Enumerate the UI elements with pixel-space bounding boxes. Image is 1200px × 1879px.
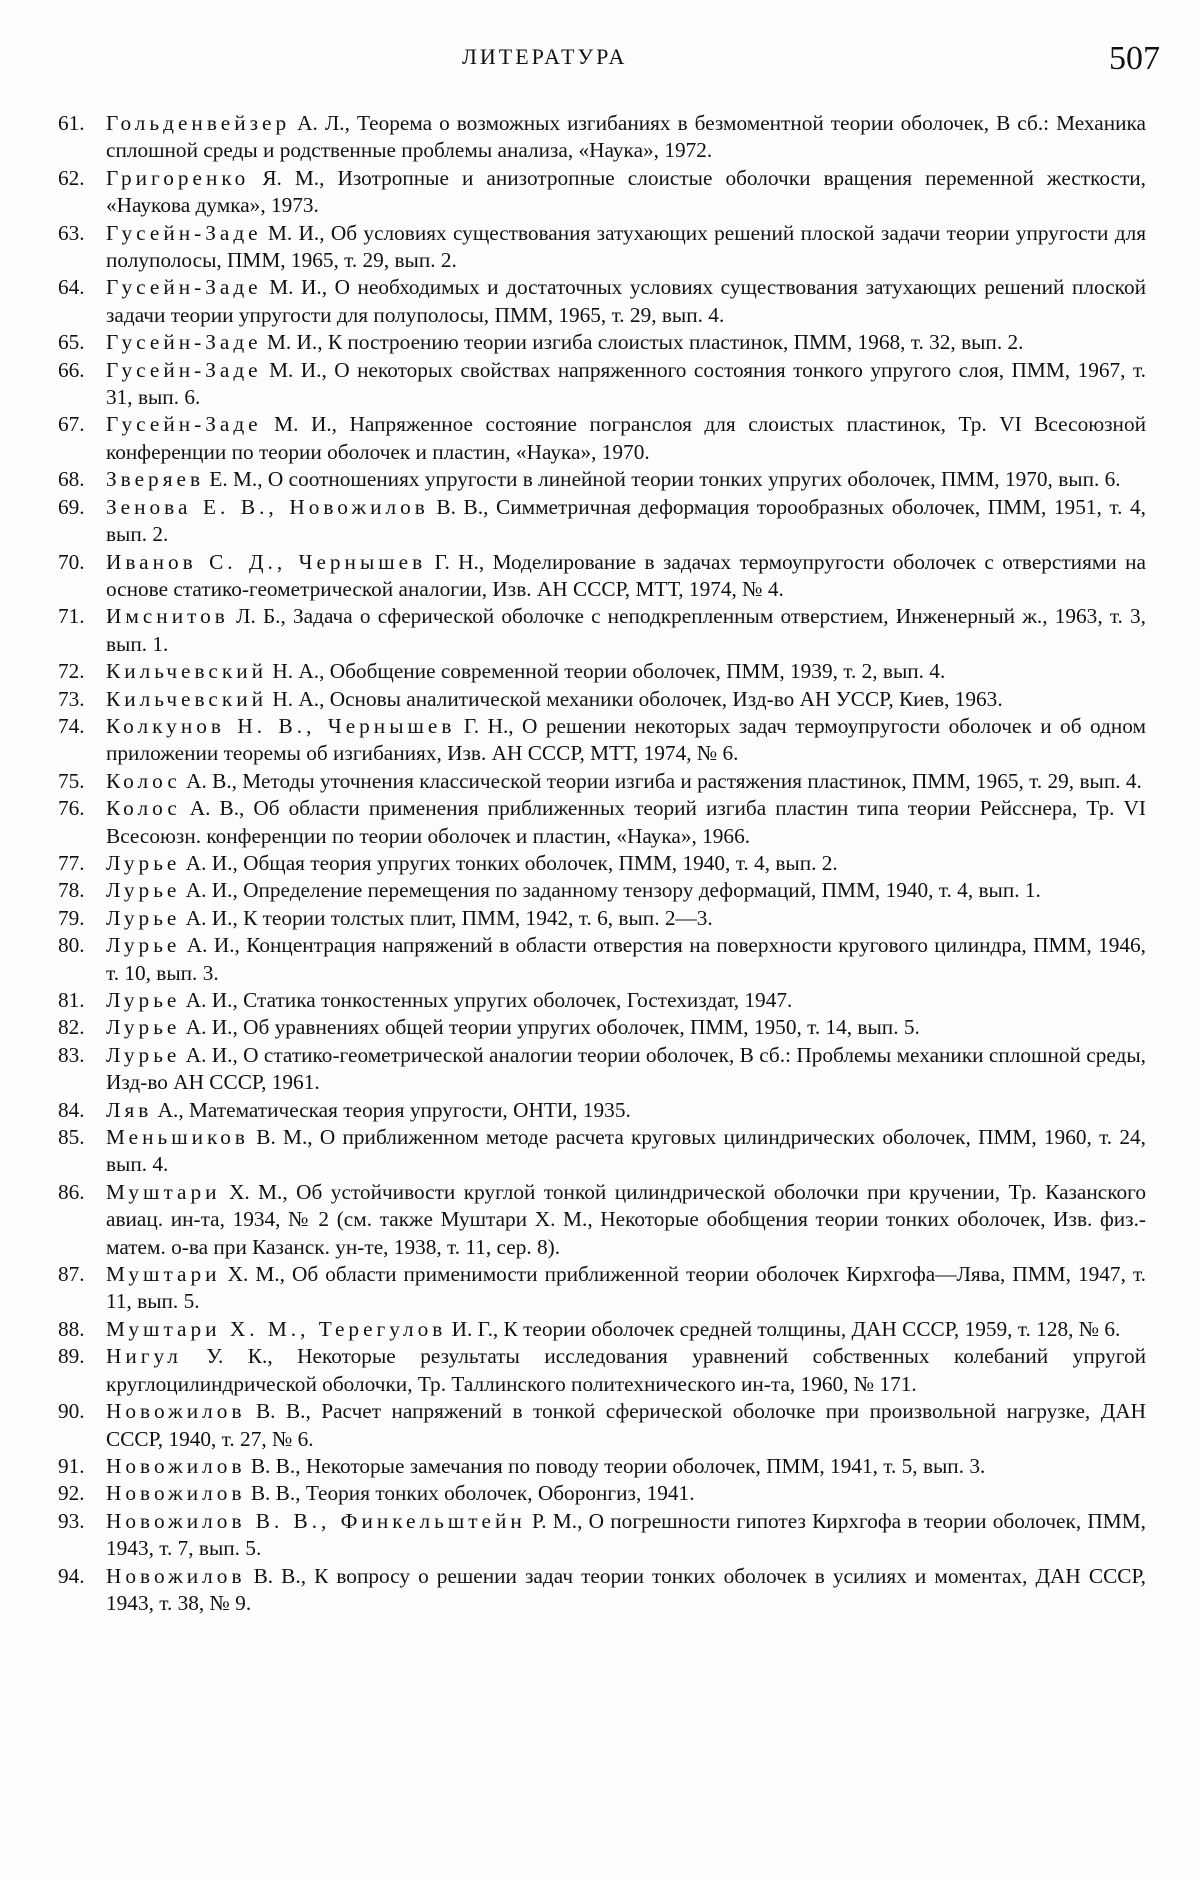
reference-text: В. В., Расчет напряжений в тонкой сферической оболочке при произвольной нагрузке, ДАН СССР, 1940, т. 27, № 6. — [106, 1399, 1146, 1451]
reference-number: 69. — [58, 494, 85, 519]
reference-text: В. М., О приближенном методе расчета круговых цилиндрических оболочек, ПММ, 1960, т. 24, вып. 4. — [106, 1125, 1146, 1177]
reference-list — [58, 110, 1146, 1617]
reference-number: 90. — [58, 1399, 85, 1424]
reference-number: 72. — [58, 659, 85, 684]
reference-text: Л. Б., Задача о сферической оболочке с неподкрепленным отверстием, Инженерный ж., 1963, т. 3, вып. 1. — [106, 604, 1146, 656]
reference-authors: Колкунов Н. В., Чернышев — [106, 713, 456, 738]
reference-entry — [58, 357, 1146, 412]
reference-number: 85. — [58, 1125, 85, 1150]
reference-entry — [58, 932, 1146, 987]
reference-number: 84. — [58, 1097, 85, 1122]
reference-entry — [58, 165, 1146, 220]
page-number: 507 — [1109, 40, 1160, 77]
reference-text: Н. А., Обобщение современной теории оболочек, ПММ, 1939, т. 2, вып. 4. — [267, 659, 946, 684]
reference-text: А. Л., Теорема о возможных изгибаниях в безмоментной теории оболочек, В сб.: Механика сплошной среды и родственные проблемы анализа, «Наука», 1972. — [106, 111, 1146, 163]
reference-number: 74. — [58, 713, 85, 738]
reference-text: М. И., Напряженное состояние погранслоя для слоистых пластинок, Тр. VI Всесоюзной конференции по теории оболочек и пластин, «Наука», 1970. — [106, 412, 1146, 464]
reference-entry — [58, 494, 1146, 549]
reference-authors: Гольденвейзер — [106, 111, 291, 135]
reference-entry — [58, 850, 1146, 877]
reference-entry — [58, 110, 1146, 165]
reference-number: 88. — [58, 1316, 85, 1341]
reference-entry — [58, 1014, 1146, 1041]
reference-authors: Гусейн-Заде — [106, 412, 262, 437]
reference-authors: Новожилов — [106, 1481, 246, 1506]
reference-entry — [58, 768, 1146, 795]
reference-text: А. И., Общая теория упругих тонких оболочек, ПММ, 1940, т. 4, вып. 2. — [180, 850, 838, 875]
reference-entry — [58, 549, 1146, 604]
reference-number: 76. — [58, 796, 85, 821]
reference-entry — [58, 713, 1146, 768]
reference-number: 64. — [58, 275, 85, 300]
reference-number: 65. — [58, 330, 85, 355]
reference-number: 87. — [58, 1262, 85, 1287]
reference-number: 61. — [58, 111, 85, 135]
reference-number: 62. — [58, 165, 85, 190]
reference-entry — [58, 274, 1146, 329]
reference-authors: Лурье — [106, 878, 181, 903]
reference-entry — [58, 1508, 1146, 1563]
reference-text: А. И., О статико-геометрической аналогии теории оболочек, В сб.: Проблемы механики сплошной среды, Изд-во АН СССР, 1961. — [106, 1042, 1146, 1095]
reference-authors: Новожилов — [106, 1399, 246, 1424]
reference-text: Х. М., Об устойчивости круглой тонкой цилиндрической оболочки при кручении, Тр. Казанского авиац. ин-та, 1934, № 2 (см. также Муштари Х. М., Некоторые обобщения теории тонких оболочек, Изв. физ.-матем. о-ва при Казанск. ун-те, 1938, т. 11, сер. 8). — [106, 1179, 1146, 1259]
reference-number: 68. — [58, 467, 85, 492]
reference-entry — [58, 603, 1146, 658]
reference-entry — [58, 1261, 1146, 1316]
reference-number: 80. — [58, 933, 85, 958]
reference-entry — [58, 1563, 1146, 1618]
reference-entry — [58, 1179, 1146, 1261]
reference-number: 75. — [58, 768, 85, 793]
reference-authors: Лурье — [106, 933, 181, 958]
reference-entry — [58, 466, 1146, 493]
reference-number: 94. — [58, 1563, 85, 1588]
reference-authors: Колос — [106, 768, 181, 793]
reference-entry — [58, 1316, 1146, 1343]
reference-number: 82. — [58, 1015, 85, 1040]
reference-authors: Гусейн-Заде — [106, 220, 262, 245]
reference-number: 83. — [58, 1042, 85, 1067]
reference-authors: Лурье — [106, 988, 181, 1012]
reference-number: 81. — [58, 988, 85, 1012]
reference-entry — [58, 1343, 1146, 1398]
reference-text: Х. М., Об области применимости приближенной теории оболочек Кирхгофа—Лява, ПММ, 1947, т. 11, вып. 5. — [106, 1262, 1146, 1314]
reference-number: 92. — [58, 1481, 85, 1506]
reference-text: Е. М., О соотношениях упругости в линейной теории тонких упругих оболочек, ПММ, 1970, вып. 6. — [204, 467, 1121, 492]
reference-entry — [58, 905, 1146, 932]
reference-text: А. И., Статика тонкостенных упругих оболочек, Гостехиздат, 1947. — [180, 988, 793, 1012]
reference-number: 71. — [58, 604, 85, 629]
reference-authors: Колос — [106, 796, 181, 821]
reference-text: У. К., Некоторые результаты исследования уравнений собственных колебаний упругой круглоцилиндрической оболочки, Тр. Таллинского политехнического ин-та, 1960, № 171. — [106, 1344, 1146, 1396]
reference-text: Г. Н., О решении некоторых задач термоупругости оболочек и об одном приложении теоремы об изгибаниях, Изв. АН СССР, МТТ, 1974, № 6. — [106, 713, 1146, 766]
reference-authors: Муштари — [106, 1179, 221, 1204]
reference-number: 91. — [58, 1453, 85, 1478]
reference-text: И. Г., К теории оболочек средней толщины, ДАН СССР, 1959, т. 128, № 6. — [446, 1316, 1121, 1341]
reference-entry — [58, 1480, 1146, 1507]
reference-entry — [58, 686, 1146, 713]
reference-number: 78. — [58, 878, 85, 903]
reference-authors: Зенова Е. В., Новожилов — [106, 494, 429, 519]
reference-authors: Лурье — [106, 905, 181, 930]
reference-number: 79. — [58, 905, 85, 930]
reference-authors: Кильчевский — [106, 659, 268, 684]
reference-text: Я. М., Изотропные и анизотропные слоистые оболочки вращения переменной жесткости, «Наукова думка», 1973. — [106, 165, 1146, 218]
reference-authors: Лурье — [106, 850, 181, 875]
reference-text: А. И., К теории толстых плит, ПММ, 1942, т. 6, вып. 2—3. — [180, 905, 713, 930]
reference-entry — [58, 1124, 1146, 1179]
reference-entry — [58, 329, 1146, 356]
reference-entry — [58, 987, 1146, 1014]
reference-authors: Меньшиков — [106, 1125, 249, 1150]
reference-text: Р. М., О погрешности гипотез Кирхгофа в теории оболочек, ПММ, 1943, т. 7, вып. 5. — [106, 1508, 1146, 1561]
reference-text: В. В., Симметричная деформация торообразных оболочек, ПММ, 1951, т. 4, вып. 2. — [106, 494, 1146, 547]
reference-text: М. И., К построению теории изгиба слоистых пластинок, ПММ, 1968, т. 32, вып. 2. — [261, 330, 1024, 355]
reference-authors: Муштари — [106, 1262, 221, 1287]
reference-number: 66. — [58, 357, 85, 382]
reference-authors: Григоренко — [106, 165, 250, 190]
reference-authors: Имснитов — [106, 604, 229, 629]
reference-authors: Лурье — [106, 1042, 181, 1067]
reference-authors: Новожилов В. В., Финкельштейн — [106, 1508, 526, 1533]
reference-number: 86. — [58, 1179, 85, 1204]
reference-entry — [58, 658, 1146, 685]
reference-authors: Ляв — [106, 1097, 153, 1122]
reference-text: М. И., О некоторых свойствах напряженного состояния тонкого упругого слоя, ПММ, 1967, т. 31, вып. 6. — [106, 357, 1146, 410]
reference-entry — [58, 795, 1146, 850]
reference-number: 63. — [58, 220, 85, 245]
reference-authors: Гусейн-Заде — [106, 330, 262, 355]
reference-number: 67. — [58, 412, 85, 437]
reference-text: А. В., Методы уточнения классической теории изгиба и растяжения пластинок, ПММ, 1965, т. 29, вып. 4. — [180, 768, 1142, 793]
reference-authors: Кильчевский — [106, 686, 268, 711]
reference-number: 89. — [58, 1344, 85, 1369]
reference-entry — [58, 1453, 1146, 1480]
reference-entry — [58, 1398, 1146, 1453]
reference-text: А. И., Концентрация напряжений в области отверстия на поверхности кругового цилиндра, ПММ, 1946, т. 10, вып. 3. — [106, 933, 1146, 985]
reference-text: М. И., О необходимых и достаточных условиях существования затухающих решений плоской задачи теории упругости для полуполосы, ПММ, 1965, т. 29, вып. 4. — [106, 275, 1146, 327]
reference-authors: Нигул — [106, 1344, 182, 1369]
reference-text: А. И., Об уравнениях общей теории упругих оболочек, ПММ, 1950, т. 14, вып. 5. — [180, 1015, 920, 1040]
reference-number: 70. — [58, 549, 85, 574]
running-head — [0, 40, 1200, 80]
reference-text: В. В., Некоторые замечания по поводу теории оболочек, ПММ, 1941, т. 5, вып. 3. — [245, 1453, 986, 1478]
reference-text: В. В., Теория тонких оболочек, Оборонгиз, 1941. — [245, 1481, 695, 1506]
reference-entry — [58, 1042, 1146, 1097]
reference-authors: Лурье — [106, 1015, 181, 1040]
reference-text: А. В., Об области применения приближенных теорий изгиба пластин типа теории Рейсснера, Тр. VI Всесоюзн. конференции по теории оболочек и пластин, «Наука», 1966. — [106, 796, 1146, 848]
reference-text: Г. Н., Моделирование в задачах термоупругости оболочек с отверстиями на основе статико-геометрической аналогии, Изв. АН СССР, МТТ, 1974, № 4. — [106, 549, 1146, 601]
reference-text: А., Математическая теория упругости, ОНТИ, 1935. — [152, 1097, 631, 1122]
reference-authors: Гусейн-Заде — [106, 357, 262, 382]
reference-authors: Иванов С. Д., Чернышев — [106, 549, 427, 574]
reference-authors: Новожилов — [106, 1453, 246, 1478]
reference-text: Н. А., Основы аналитической механики оболочек, Изд-во АН УССР, Киев, 1963. — [267, 686, 1003, 711]
reference-text: А. И., Определение перемещения по заданному тензору деформаций, ПММ, 1940, т. 4, вып. 1. — [180, 878, 1041, 903]
reference-authors: Зверяев — [106, 467, 205, 492]
reference-number: 93. — [58, 1508, 85, 1533]
reference-number: 77. — [58, 850, 85, 875]
reference-entry — [58, 411, 1146, 466]
reference-authors: Новожилов — [106, 1563, 246, 1588]
reference-authors: Гусейн-Заде — [106, 275, 262, 300]
reference-entry — [58, 220, 1146, 275]
reference-authors: Муштари Х. М., Терегулов — [106, 1316, 447, 1341]
reference-text: В. В., К вопросу о решении задач теории тонких оболочек в усилиях и моментах, ДАН СССР, 1943, т. 38, № 9. — [106, 1563, 1146, 1615]
running-title: ЛИТЕРАТУРА — [462, 44, 628, 69]
reference-entry — [58, 1097, 1146, 1124]
reference-number: 73. — [58, 686, 85, 711]
reference-text: М. И., Об условиях существования затухающих решений плоской задачи теории упругости для полуполосы, ПММ, 1965, т. 29, вып. 2. — [106, 220, 1146, 273]
reference-entry — [58, 877, 1146, 904]
